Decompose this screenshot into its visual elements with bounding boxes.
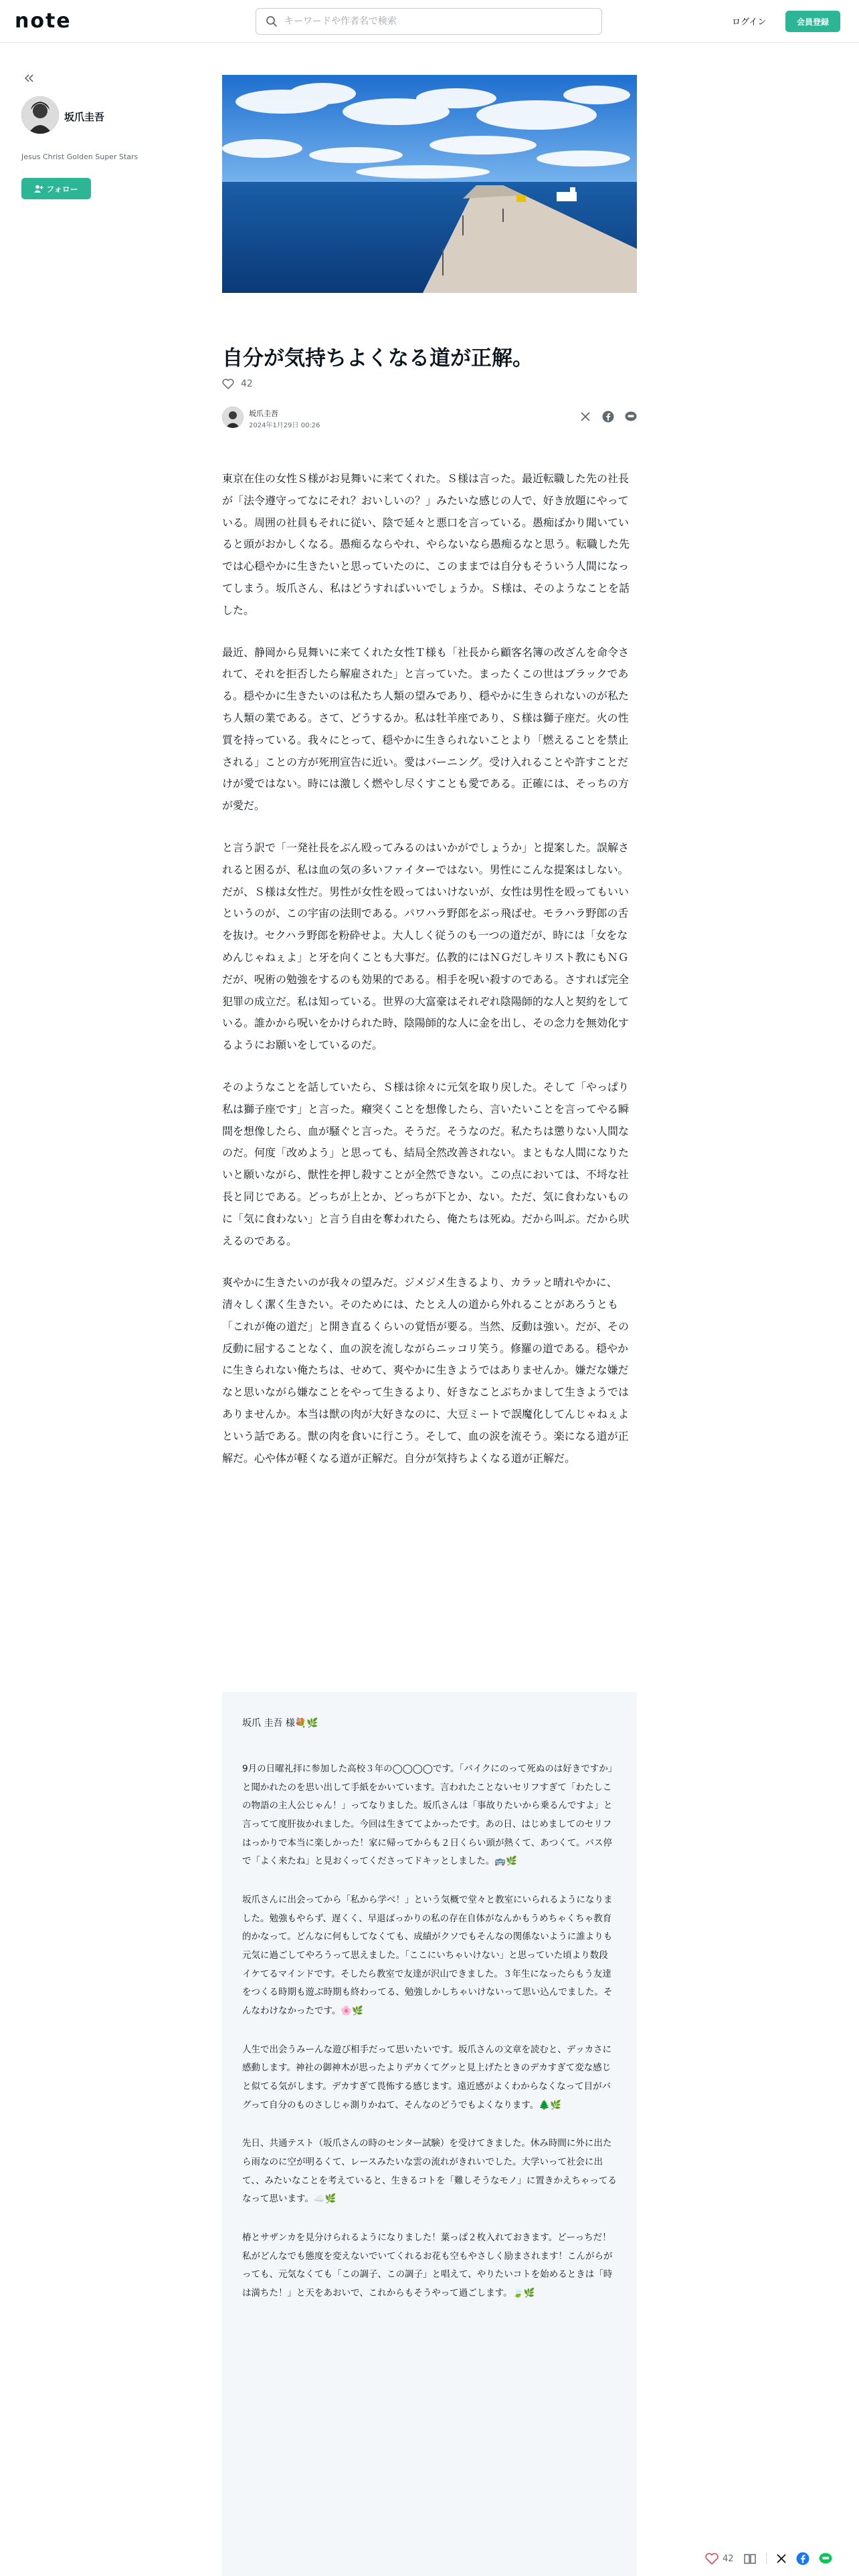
letter-paragraph: 9月の日曜礼拝に参加した高校３年の◯◯◯◯です。「バイクにのって死ぬのは好きですか」と聞かれたのを思い出して手紙をかいています。言われたことないセリフすぎて「わたしこの物語の主人公じゃん！」ってなりました。坂爪さんは「事故りたいから乗るんですよ」と言ってて度肝抜かれました。今回は生きててよかったです。あの日、はじめましてのセリフはっかりで本当に楽しかった！家に帰ってからも２日くらい頭が熱くて、あつくて。バス停で「よく来たね」と見おくってくださってドキッとしました。🚌🌿 [242, 1763, 613, 1867]
letter-paragraph: 椿とサザンカを見分けられるようになりました！葉っぱ２枚入れておきます。どーっちだ！私がどんなでも態度を変えないでいてくれるお花も空もやさしく励まされます！こんがらがっても、元気なくても「この調子、この調子」と唱えて、やりたいコトを始めるときは「時は満ちた！」と天をあおいで、これからもそうやって過ごします。🍃🌿 [242, 2232, 613, 2299]
author-name[interactable]: 坂爪圭吾 [64, 111, 105, 123]
article-paragraph: 最近、静岡から見舞いに来てくれた女性Ｔ様も「社長から顧客名簿の改ざんを命令されて、それを拒否したら解雇された」と言っていた。まったくこの世はブラックである。穏やかに生きたいのは私たち人類の望みであり、穏やかに生きられないのが私たち人類の業である。さて、どうするか。私は牡羊座であり、Ｓ様は獅子座だ。火の性質を持っている。我々にとって、穏やかに生きられないことより「燃えることを禁止される」ことの方が死刑宣告に近い。愛はバーニング。受け入れることや許すことだけが愛ではない。時には激しく燃やし尽くすことも愛である。正確には、そっちの方が愛だ。 [222, 645, 630, 813]
letter-block [222, 1692, 637, 2576]
heart-icon[interactable] [705, 2553, 719, 2565]
author-avatar-small[interactable] [222, 407, 244, 428]
publish-date: 2024年1月29日 00:26 [249, 422, 320, 429]
divider [766, 2553, 767, 2565]
article-title: 自分が気持ちよくなる道が正解。 [222, 346, 533, 370]
article-body [222, 468, 637, 1489]
search-box[interactable] [256, 8, 602, 35]
meta-author-name[interactable]: 坂爪圭吾 [249, 409, 278, 418]
article-paragraph: と言う訳で「一発社長をぶん殴ってみるのはいかがでしょうか」と提案した。誤解されると困るが、私は血の気の多いファイターではない。男性にこんな提案はしない。だが、Ｓ様は女性だ。男性が女性を殴ってはいけないが、女性は男性を殴ってもいいというのが、この宇宙の法則である。パワハラ野郎をぶっ飛ばせ。モラハラ野郎の舌を抜け。セクハラ野郎を粉砕せよ。大人しく従うのも一つの道だが、時には「女をなめんじゃねぇよ」と牙を向くことも大事だ。仏教的にはＮＧだしキリスト教にもＮＧだが、呪術の勉強をするのも効果的である。相手を呪い殺すのである。さすれば完全犯罪の成立だ。私は知っている。世界の大富豪はそれぞれ陰陽師的な人と契約をしている。誰かから呪いをかけられた時、陰陽師的な人に金を出し、その念力を無効化するようにお願いをしているのだ。 [222, 841, 630, 1052]
author-avatar[interactable] [21, 96, 59, 134]
article-paragraph: 爽やかに生きたいのが我々の望みだ。ジメジメ生きるより、カラッと晴れやかに、清々しく潔く生きたい。そのためには、たとえ人の道から外れることがあろうとも「これが俺の道だ」と開き直るくらいの覚悟が要る。当然、反動は強い。だが、その反動に屈することなく、血の涙を流しながらニッコリ笑う。修羅の道である。穏やかに生きられない俺たちは、せめて、爽やかに生きようではありませんか。嫌だな嫌だなと思いながら嫌なことをやって生きるより、好きなことぶちかまして生きようではありませんか。本当は獣の肉が大好きなのに、大豆ミートで誤魔化してんじゃねぇよという話である。獣の肉を食いに行こう。そして、血の涙を流そう。楽になる道が正解だ。心や体が軽くなる道が正解だ。自分が気持ちよくなる道が正解だ。 [222, 1276, 630, 1465]
signup-button[interactable]: 会員登録 [785, 11, 840, 32]
author-bio: Jesus Christ Golden Super Stars [21, 152, 138, 161]
letter-paragraph: 坂爪さんに出会ってから「私から学べ！」という気概で堂々と教室にいられるようになりました。勉強もやらず、遅くく、早退ばっかりの私の存在自体がなんかもうめちゃくちゃ教育的かなって。どんなに何もしてなくても、成績がクソでもそんなの関係ないように誰よりも元気に過ごしてやろうって思えました。「ここにいちゃいけない」と思っていた頃より数段イケてるマインドです。そしたら教室で友達が沢山できました。３年生になったらもう友達をつくる時期も遊ぶ時期も終わってる、勉強しかしちゃいけないって思い込んでました。そんなわけなかったです。🌸🌿 [242, 1895, 613, 2017]
floating-like-count[interactable]: 42 [723, 2553, 734, 2564]
line-icon[interactable] [819, 2552, 832, 2565]
article-paragraph: そのようなことを話していたら、Ｓ様は徐々に元気を取り戻した。そして「やっぱり私は獅子座です」と言った。癪突くことを想像したら、言いたいことを言ってやる瞬間を想像したら、血が騒ぐと言った。そうだ。そうなのだ。私たちは懲りない人間なのだ。何度「改めよう」と思っても、結局全然改善されない。まともな人間になりたいと願いながら、獣性を押し殺すことが全然できない。この点においては、不埒な社長と同じである。どっちが上とか、どっちが下とか、ない。ただ、気に食わないものに「気に食わない」と言う自由を奪われたら、俺たちは死ぬ。だから叫ぶ。だから吠えるのである。 [222, 1080, 630, 1247]
letter-salutation: 坂爪 圭吾 様💐🌿 [242, 1718, 318, 1729]
hero-image [222, 75, 637, 293]
follow-button[interactable] [21, 178, 91, 199]
magazine-icon[interactable] [743, 2553, 757, 2565]
user-plus-icon [34, 185, 43, 193]
line-icon[interactable] [625, 411, 637, 423]
heart-icon[interactable] [222, 379, 234, 389]
x-logo-icon[interactable] [776, 2553, 787, 2564]
follow-label: フォロー [46, 184, 78, 194]
floating-action-bar [705, 2545, 859, 2572]
note-logo[interactable]: note [15, 9, 72, 33]
article-paragraph: 東京在住の女性Ｓ様がお見舞いに来てくれた。Ｓ様は言った。最近転職した先の社長が「法令遵守ってなにそれ？おいしいの？」みたいな感じの人で、好き放題にやっている。周囲の社員もそれに従い、陰で延々と悪口を言っている。愚痴ばかり聞いていると頭がおかしくなる。愚痴るならやれ、やらないなら愚痴るなと思う。転職した先では心穏やかに生きたいと思っていたのに、このままでは自分もそういう人間になってしまう。坂爪さん、私はどうすればいいでしょうか。Ｓ様は、そのようなことを話した。 [222, 472, 630, 617]
letter-paragraph: 先日、共通テスト（坂爪さんの時のセンター試験）を受けてきました。休み時間に外に出たら雨なのに空が明るくて、レースみたいな雲の流れがきれいでした。大学いって社会に出て、、みたいなことを考えていると、生きるコトを「難しそうなモノ」に置きかえちゃってるなって思います。☁️🌿 [242, 2138, 617, 2205]
login-link[interactable]: ログイン [732, 17, 767, 27]
facebook-icon[interactable] [796, 2552, 809, 2565]
like-count[interactable]: 42 [241, 379, 253, 389]
site-header [0, 0, 859, 43]
search-input[interactable] [284, 9, 592, 34]
letter-paragraph: 人生で出会うみーんな遊び相手だって思いたいです。坂爪さんの文章を読むと、デッカさに感動します。神社の御神木が思ったよりデカくてグッと見上げたときのデカすぎて変な感じと似てる気がします。デカすぎて畏怖する感じます。遠近感がよくわからなくなって目がバグって自分のものさしじゃ測りかねて、そんなのどうでもよくなります。🌲🌿 [242, 2044, 612, 2111]
search-icon [266, 15, 278, 27]
article-meta [222, 407, 637, 429]
x-logo-icon[interactable] [579, 411, 591, 423]
like-row [222, 379, 253, 389]
share-buttons [579, 411, 637, 423]
collapse-chevrons-icon[interactable] [23, 72, 35, 84]
facebook-icon[interactable] [602, 411, 614, 423]
